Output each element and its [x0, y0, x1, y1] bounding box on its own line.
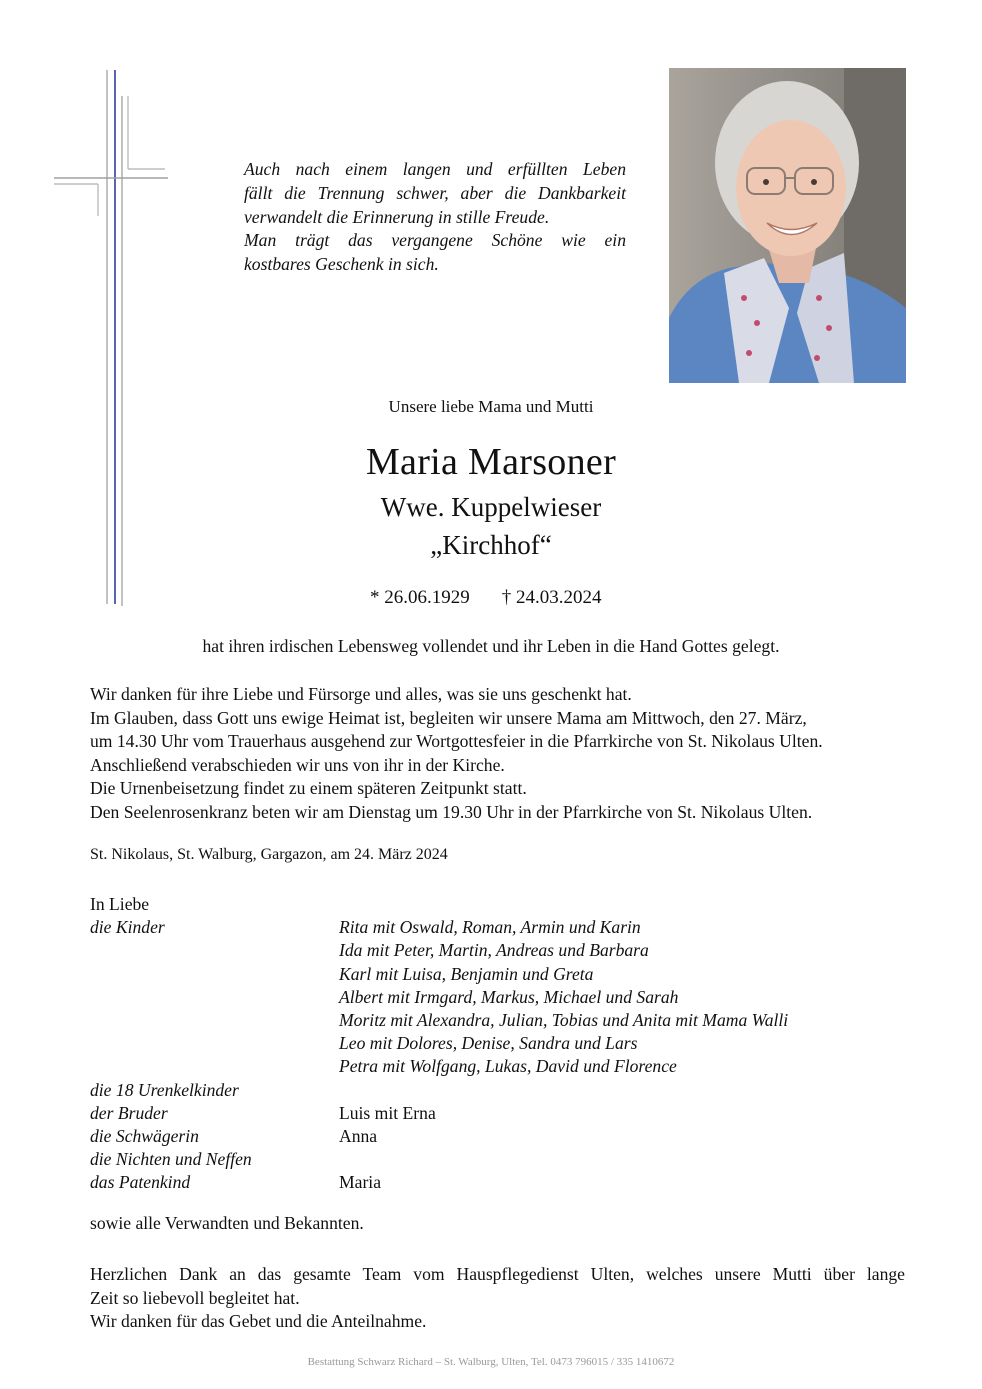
family-row	[90, 1032, 788, 1055]
quote-line: Man trägt das vergangene Schöne wie ein	[244, 230, 626, 251]
family-label: die Kinder	[90, 917, 165, 938]
family-list	[90, 893, 788, 1195]
family-row	[90, 1055, 788, 1078]
family-label: die Nichten und Neffen	[90, 1149, 252, 1170]
family-value: Leo mit Dolores, Denise, Sandra und Lars	[339, 1033, 638, 1054]
body-line: Im Glauben, dass Gott uns ewige Heimat ist, begleiten wir unsere Mama am Mittwoch, den 27. März,	[90, 707, 807, 728]
family-value: Ida mit Peter, Martin, Andreas und Barbara	[339, 940, 649, 961]
family-label: die Schwägerin	[90, 1126, 199, 1147]
portrait-photo	[669, 68, 906, 383]
family-value: Moritz mit Alexandra, Julian, Tobias und Anita mit Mama Walli	[339, 1010, 789, 1031]
widow-name: Wwe. Kuppelwieser	[380, 492, 602, 522]
quote-line: Auch nach einem langen und erfüllten Leben	[244, 159, 626, 179]
quote-line: kostbares Geschenk in sich.	[244, 254, 439, 275]
footer-contact: Bestattung Schwarz Richard – St. Walburg, Ulten, Tel. 0473 796015 / 335 1410672	[307, 1356, 675, 1368]
body-line: Anschließend verabschieden wir uns von ihr in der Kirche.	[90, 754, 505, 775]
thanks-block	[90, 1263, 905, 1334]
family-value: Luis mit Erna	[339, 1102, 436, 1123]
death-date: † 24.03.2024	[501, 587, 602, 608]
family-value: Albert mit Irmgard, Markus, Michael und Sarah	[339, 986, 679, 1007]
body-line: Die Urnenbeisetzung findet zu einem späteren Zeitpunkt statt.	[90, 778, 527, 798]
family-label	[90, 939, 339, 962]
intro-line: Unsere liebe Mama und Mutti	[388, 397, 594, 416]
family-label	[90, 963, 339, 986]
family-row	[90, 1148, 788, 1171]
family-value: Karl mit Luisa, Benjamin und Greta	[339, 963, 594, 984]
family-value: Rita mit Oswald, Roman, Armin und Karin	[339, 917, 641, 938]
thanks-line: Herzlichen Dank an das gesamte Team vom Hauspflegedienst Ulten, welches unsere Mutti über lange	[90, 1264, 905, 1284]
body-line: um 14.30 Uhr vom Trauerhaus ausgehend zur Wortgottesfeier in die Pfarrkirche von St. Nikolaus Ulten.	[90, 731, 823, 751]
birth-date: * 26.06.1929	[370, 587, 470, 608]
family-row	[90, 963, 788, 986]
family-value: Maria	[339, 1172, 382, 1193]
family-label: das Patenkind	[90, 1172, 191, 1193]
deceased-name: Maria Marsoner	[365, 441, 617, 483]
quote-block	[244, 158, 626, 277]
family-label	[90, 1009, 339, 1032]
family-row	[90, 1102, 788, 1125]
statement-line: hat ihren irdischen Lebensweg vollendet und ihr Leben in die Hand Gottes gelegt.	[202, 636, 780, 656]
family-value: Petra mit Wolfgang, Lukas, David und Florence	[339, 1056, 677, 1077]
family-label: der Bruder	[90, 1102, 168, 1123]
body-line: Den Seelenrosenkranz beten wir am Dienstag um 19.30 Uhr in der Pfarrkirche von St. Nikolaus Ulten.	[90, 801, 813, 822]
family-row	[90, 1125, 788, 1148]
body-line: Wir danken für ihre Liebe und Fürsorge und alles, was sie uns geschenkt hat.	[90, 684, 632, 704]
body-text	[90, 683, 905, 824]
family-label	[90, 1032, 339, 1055]
family-value: Anna	[339, 1126, 378, 1147]
family-row	[90, 1009, 788, 1032]
family-label	[90, 1055, 339, 1078]
family-row	[90, 916, 788, 939]
family-row	[90, 986, 788, 1009]
family-label	[90, 986, 339, 1009]
life-dates	[370, 587, 602, 609]
thanks-line: Zeit so liebevoll begleitet hat.	[90, 1287, 300, 1308]
family-row	[90, 939, 788, 962]
quote-line: verwandelt die Erinnerung in stille Freude.	[244, 206, 550, 227]
place-date: St. Nikolaus, St. Walburg, Gargazon, am 24. März 2024	[90, 846, 448, 863]
family-label: die 18 Urenkelkinder	[90, 1079, 239, 1100]
nickname: „Kirchhof“	[430, 530, 552, 560]
family-row	[90, 1079, 788, 1102]
family-row	[90, 1171, 788, 1194]
thanks-line: Wir danken für das Gebet und die Anteilnahme.	[90, 1311, 427, 1331]
relatives-line: sowie alle Verwandten und Bekannten.	[90, 1213, 364, 1233]
in-love-label: In Liebe	[90, 894, 150, 914]
quote-line: fällt die Trennung schwer, aber die Dankbarkeit	[244, 182, 626, 203]
